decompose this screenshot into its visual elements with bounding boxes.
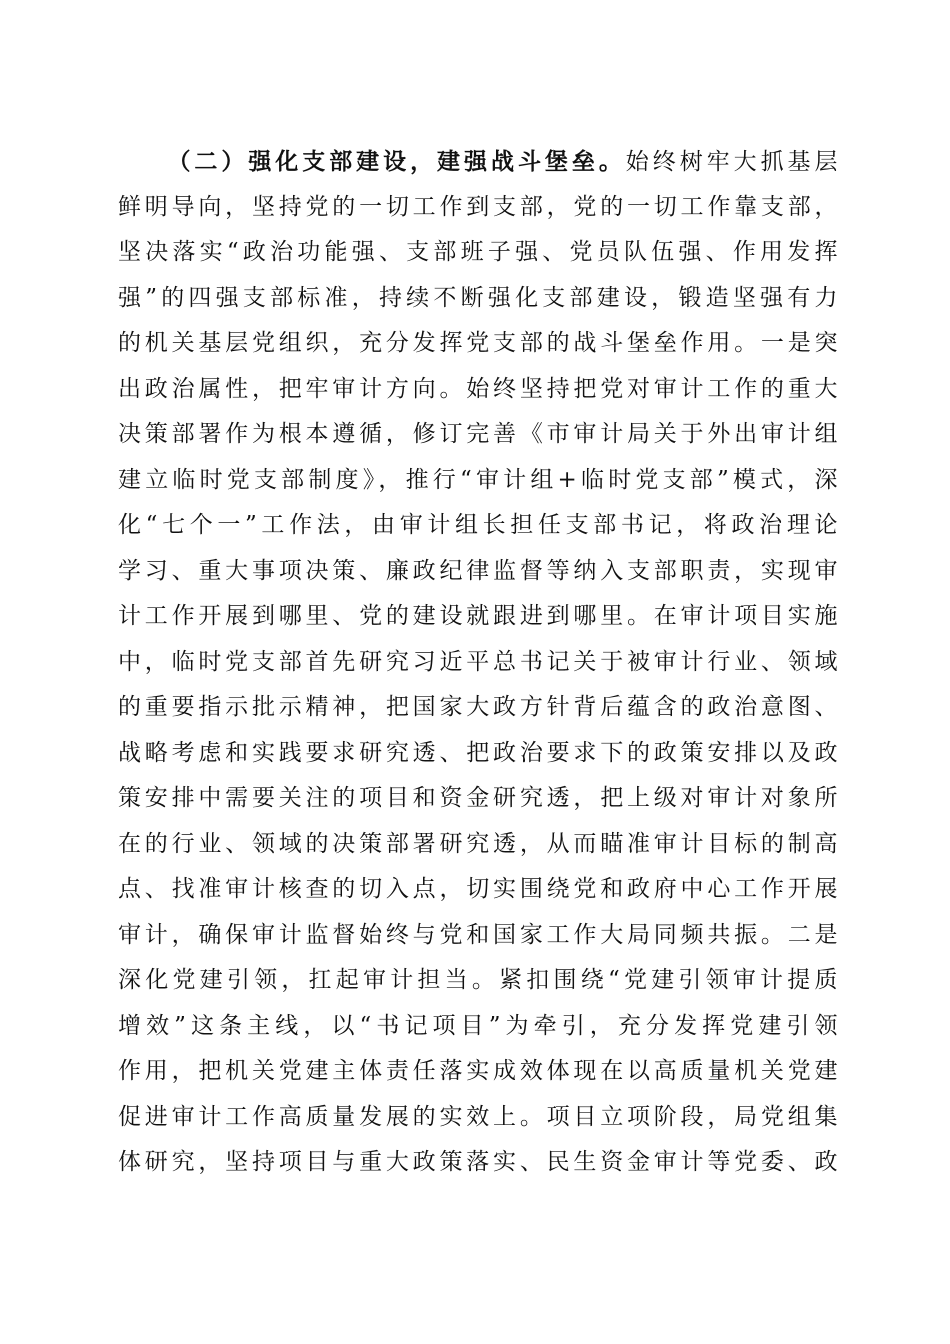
paragraph-line-8: 建立临时党支部制度》，推行“审计组+临时党支部”模式，深 bbox=[118, 466, 838, 493]
paragraph-line-12: 中，临时党支部首先研究习近平总书记关于被审计行业、领域 bbox=[118, 648, 838, 675]
paragraph-line-14: 战略考虑和实践要求研究透、把政治要求下的政策安排以及政 bbox=[118, 739, 838, 766]
body-paragraph bbox=[118, 139, 838, 1186]
paragraph-line-13: 的重要指示批示精神，把国家大政方针背后蕴含的政治意图、 bbox=[118, 694, 838, 720]
paragraph-line-1 bbox=[118, 139, 838, 185]
paragraph-line-3: 坚决落实“政治功能强、支部班子强、党员队伍强、作用发挥 bbox=[118, 239, 838, 265]
paragraph-line-7: 决策部署作为根本遵循，修订完善《市审计局关于外出审计组 bbox=[118, 421, 838, 447]
paragraph-line-15: 策安排中需要关注的项目和资金研究透，把上级对审计对象所 bbox=[118, 785, 838, 811]
paragraph-line-5: 的机关基层党组织，充分发挥党支部的战斗堡垒作用。一是突 bbox=[118, 330, 838, 356]
paragraph-line-17: 点、找准审计核查的切入点，切实围绕党和政府中心工作开展 bbox=[118, 876, 838, 902]
heading-line-rest: 始终树牢大抓基层 bbox=[625, 149, 839, 175]
paragraph-line-6: 出政治属性，把牢审计方向。始终坚持把党对审计工作的重大 bbox=[118, 375, 838, 402]
paragraph-line-20: 增效”这条主线，以“书记项目”为牵引，充分发挥党建引领 bbox=[118, 1012, 838, 1039]
paragraph-line-21: 作用，把机关党建主体责任落实成效体现在以高质量机关党建 bbox=[118, 1058, 838, 1084]
paragraph-line-2: 鲜明导向，坚持党的一切工作到支部，党的一切工作靠支部， bbox=[118, 193, 838, 220]
paragraph-line-11: 计工作开展到哪里、党的建设就跟进到哪里。在审计项目实施 bbox=[118, 603, 838, 629]
paragraph-line-9: 化“七个一”工作法，由审计组长担任支部书记，将政治理论 bbox=[118, 512, 838, 538]
paragraph-line-18: 审计，确保审计监督始终与党和国家工作大局同频共振。二是 bbox=[118, 921, 838, 948]
paragraph-line-22: 促进审计工作高质量发展的实效上。项目立项阶段，局党组集 bbox=[118, 1103, 838, 1130]
section-heading: （二）强化支部建设，建强战斗堡垒。 bbox=[164, 148, 626, 175]
paragraph-line-10: 学习、重大事项决策、廉政纪律监督等纳入支部职责，实现审 bbox=[118, 557, 838, 584]
paragraph-line-16: 在的行业、领域的决策部署研究透，从而瞄准审计目标的制高 bbox=[118, 830, 838, 857]
paragraph-line-19: 深化党建引领，扛起审计担当。紧扣围绕“党建引领审计提质 bbox=[118, 967, 838, 993]
paragraph-line-4: 强”的四强支部标准，持续不断强化支部建设，锻造坚强有力 bbox=[118, 284, 838, 311]
paragraph-line-23: 体研究，坚持项目与重大政策落实、民生资金审计等党委、政 bbox=[118, 1149, 838, 1175]
